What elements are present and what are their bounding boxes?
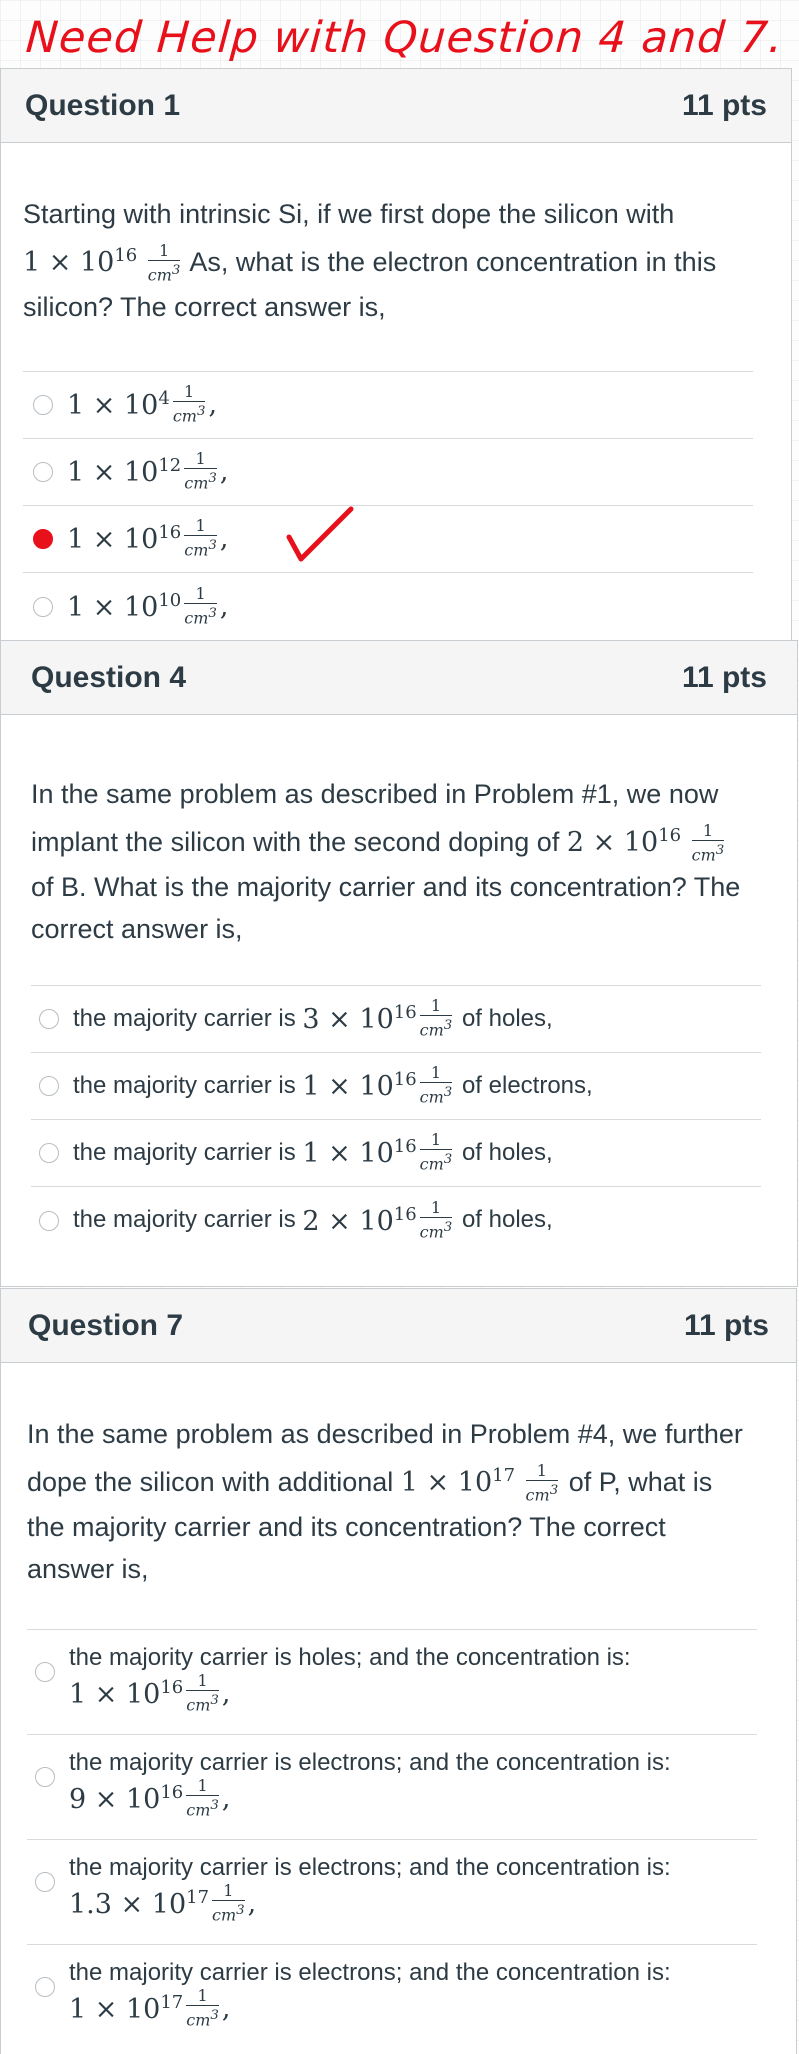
question-text-line: the majority carrier and its concentration? The correct [27, 1511, 666, 1542]
question-points: 11 pts [681, 660, 767, 694]
question-1 [0, 68, 792, 642]
question-text-line: answer is, [27, 1553, 149, 1584]
radio-button[interactable] [33, 395, 53, 415]
radio-button[interactable] [33, 597, 53, 617]
question-text-line: Starting with intrinsic Si, if we first dope the silicon with [23, 199, 675, 229]
radio-button[interactable] [35, 1662, 55, 1682]
dose-expression: $2 \times 10^{16}$ [566, 825, 682, 858]
answer-option[interactable]: $1 \times 10^{10}$ $\frac{1}{cm^3}$ , [23, 573, 753, 640]
radio-button[interactable] [39, 1143, 59, 1163]
dose-expression: $1 \times 10^{17}$ [400, 1465, 516, 1498]
unit-fraction: $\frac{1}{cm^3}$ [525, 1461, 559, 1505]
question-7 [0, 1288, 797, 2054]
radio-button[interactable] [39, 1009, 59, 1029]
radio-button[interactable] [35, 1767, 55, 1787]
answer-option[interactable]: the majority carrier is $3 \times 10^{16}$ $\frac{1}{cm^3}$ of holes, [31, 986, 761, 1053]
question-1-header [1, 69, 791, 143]
question-text-line: silicon? The correct answer is, [23, 291, 386, 322]
question-text-line: implant the silicon with the second doping of $2 \times 10^{16}$ $\frac{1}{cm^3}$ [31, 821, 725, 865]
question-text-line: $1 \times 10^{16}$ $\frac{1}{cm^3}$ As, what is the electron concentration in this [23, 241, 717, 285]
question-text-line: In the same problem as described in Problem #4, we further [27, 1419, 743, 1449]
unit-fraction: $\frac{1}{cm^3}$ [147, 241, 181, 285]
radio-button[interactable] [35, 1872, 55, 1892]
question-text-line: In the same problem as described in Problem #1, we now [31, 779, 719, 809]
answer-option[interactable]: the majority carrier is electrons; and the concentration is: $1.3 \times 10^{17}$ $\frac{1}{cm^3}$ , [27, 1840, 757, 1945]
radio-button[interactable] [39, 1211, 59, 1231]
question-points: 11 pts [681, 88, 767, 122]
question-title: Question 4 [31, 660, 187, 694]
question-text-line: of B. What is the majority carrier and its concentration? The [31, 871, 741, 902]
answer-option-selected[interactable]: $1 \times 10^{16}$ $\frac{1}{cm^3}$ , [23, 506, 753, 573]
dose-expression: $1 \times 10^{16}$ [23, 245, 138, 278]
answer-option[interactable]: the majority carrier is holes; and the concentration is: $1 \times 10^{16}$ $\frac{1}{cm^3}$ , [27, 1630, 757, 1735]
question-text-line: dope the silicon with additional $1 \times 10^{17}$ $\frac{1}{cm^3}$ of P, what is [27, 1461, 713, 1505]
question-4-header [1, 641, 797, 715]
question-points: 11 pts [683, 1308, 769, 1342]
answer-list [31, 985, 761, 1254]
question-text-line: correct answer is, [31, 913, 243, 944]
answer-list [23, 371, 753, 640]
answer-option[interactable]: the majority carrier is $1 \times 10^{16}$ $\frac{1}{cm^3}$ of holes, [31, 1120, 761, 1187]
question-4 [0, 640, 798, 1287]
radio-button-selected[interactable] [33, 529, 53, 549]
answer-option[interactable]: the majority carrier is $2 \times 10^{16}$ $\frac{1}{cm^3}$ of holes, [31, 1187, 761, 1254]
unit-fraction: $\frac{1}{cm^3}$ [691, 821, 725, 865]
question-7-text [27, 1413, 772, 1590]
question-title: Question 1 [25, 88, 181, 122]
answer-list [27, 1629, 757, 2050]
answer-option[interactable]: $1 \times 10^4$ $\frac{1}{cm^3}$ , [23, 372, 753, 439]
radio-button[interactable] [39, 1076, 59, 1096]
question-1-text [23, 193, 763, 328]
question-title: Question 7 [28, 1308, 184, 1342]
radio-button[interactable] [35, 1977, 55, 1997]
radio-button[interactable] [33, 462, 53, 482]
question-4-text [31, 773, 771, 950]
checkmark-icon [285, 505, 355, 565]
question-7-header [1, 1289, 796, 1363]
answer-option[interactable]: the majority carrier is electrons; and the concentration is: $1 \times 10^{17}$ $\frac{1}{cm^3}$ , [27, 1945, 757, 2050]
answer-option[interactable]: the majority carrier is electrons; and the concentration is: $9 \times 10^{16}$ $\frac{1}{cm^3}$ , [27, 1735, 757, 1840]
handwritten-note: Need Help with Question 4 and 7. [24, 13, 785, 63]
answer-option[interactable]: $1 \times 10^{12}$ $\frac{1}{cm^3}$ , [23, 439, 753, 506]
answer-option[interactable]: the majority carrier is $1 \times 10^{16}$ $\frac{1}{cm^3}$ of electrons, [31, 1053, 761, 1120]
